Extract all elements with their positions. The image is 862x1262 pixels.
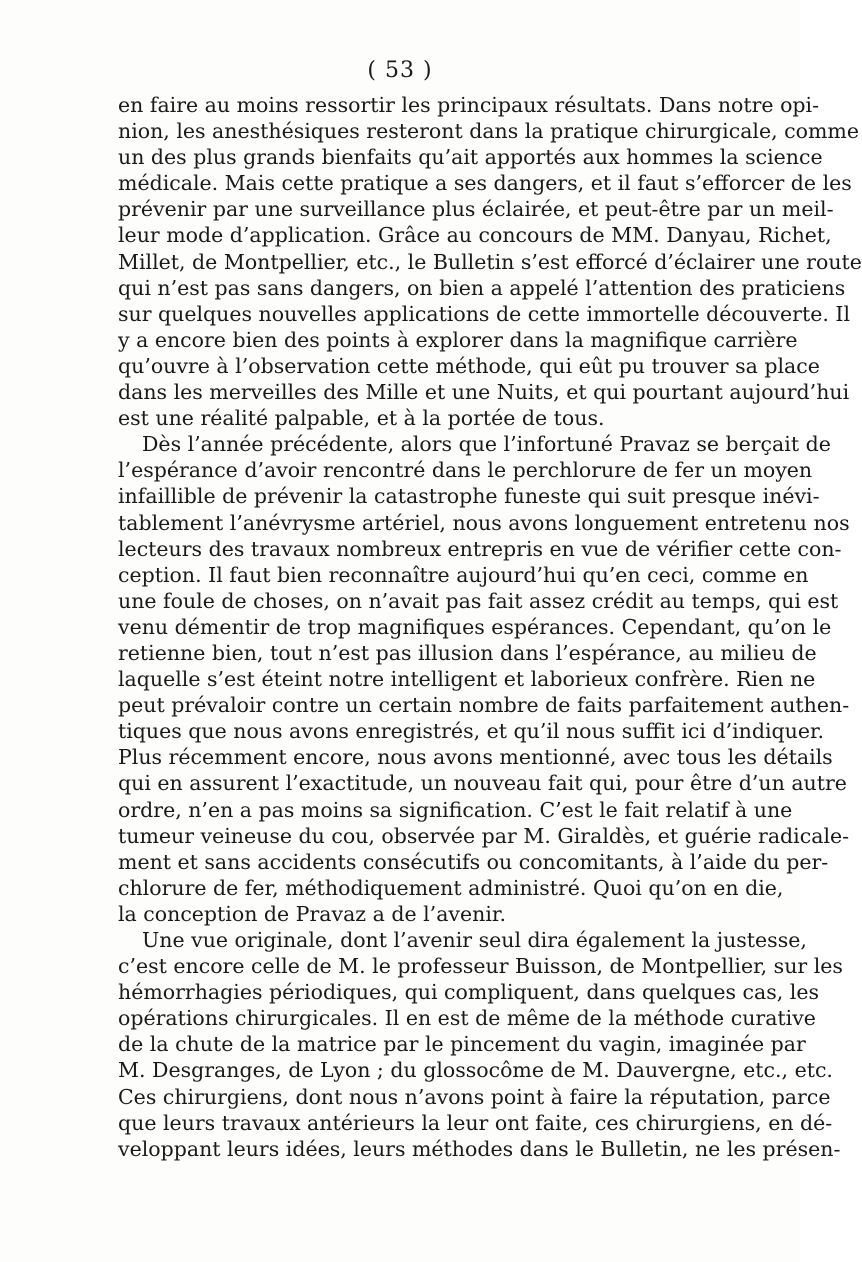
text-line: retienne bien, tout n’est pas illusion dans l’espérance, au milieu de <box>118 640 817 665</box>
text-line: prévenir par une surveillance plus éclairée, et peut-être par un meil- <box>118 197 834 222</box>
body-text <box>118 92 862 1162</box>
text-line: Une vue originale, dont l’avenir seul dira également la justesse, <box>142 928 807 952</box>
text-line: veloppant leurs idées, leurs méthodes dans le Bulletin, ne les présen- <box>118 1136 841 1161</box>
text-line: médicale. Mais cette pratique a ses dangers, et il faut s’efforcer de les <box>118 171 852 196</box>
text-line: tiques que nous avons enregistrés, et qu’il nous suffit ici d’indiquer. <box>118 719 825 744</box>
paragraph <box>118 431 850 927</box>
text-line: opérations chirurgicales. Il en est de même de la méthode curative <box>118 1006 816 1031</box>
text-line: la conception de Pravaz a de l’avenir. <box>118 901 506 926</box>
text-line: qui en assurent l’exactitude, un nouveau fait qui, pour être d’un autre <box>118 771 847 796</box>
text-line: dans les merveilles des Mille et une Nuits, et qui pourtant aujourd’hui <box>118 380 850 405</box>
text-line: qui n’est pas sans dangers, on bien a appelé l’attention des praticiens <box>118 275 846 300</box>
text-line: y a encore bien des points à explorer dans la magnifique carrière <box>118 327 798 352</box>
text-line: Ces chirurgiens, dont nous n’avons point à faire la réputation, parce <box>118 1084 831 1109</box>
text-line: ment et sans accidents consécutifs ou concomitants, à l’aide du per- <box>118 849 829 874</box>
text-line: sur quelques nouvelles applications de cette immortelle découverte. Il <box>118 301 851 326</box>
text-line: leur mode d’application. Grâce au concours de MM. Danyau, Richet, <box>118 223 832 248</box>
text-line: lecteurs des travaux nombreux entrepris en vue de vérifier cette con- <box>118 536 842 561</box>
paragraph <box>118 927 843 1162</box>
text-line: infaillible de prévenir la catastrophe funeste qui suit presque inévi- <box>118 484 820 509</box>
text-line: nion, les anesthésiques resteront dans la pratique chirurgicale, comme <box>118 119 859 144</box>
text-line: un des plus grands bienfaits qu’ait apportés aux hommes la science <box>118 145 823 170</box>
text-line: Millet, de Montpellier, etc., le Bulletin s’est efforcé d’éclairer une route <box>118 249 862 274</box>
text-line: laquelle s’est éteint notre intelligent et laborieux confrère. Rien ne <box>118 667 816 692</box>
paragraph <box>118 92 862 431</box>
text-line: Plus récemment encore, nous avons mentionné, avec tous les détails <box>118 745 833 770</box>
text-line: c’est encore celle de M. le professeur Buisson, de Montpellier, sur les <box>118 954 843 979</box>
text-line: est une réalité palpable, et à la portée de tous. <box>118 406 605 431</box>
page-number: ( 53 ) <box>367 58 433 83</box>
text-line: ception. Il faut bien reconnaître aujourd’hui qu’en ceci, comme en <box>118 562 809 587</box>
text-line: hémorrhagies périodiques, qui compliquent, dans quelques cas, les <box>118 980 820 1005</box>
text-line: tablement l’anévrysme artériel, nous avons longuement entretenu nos <box>118 510 850 535</box>
text-line: que leurs travaux antérieurs la leur ont faite, ces chirurgiens, en dé- <box>118 1110 833 1135</box>
text-line: M. Desgranges, de Lyon ; du glossocôme de M. Dauvergne, etc., etc. <box>118 1058 833 1083</box>
text-line: peut prévaloir contre un certain nombre de faits parfaitement authen- <box>118 693 850 718</box>
text-line: chlorure de fer, méthodiquement administré. Quoi qu’on en die, <box>118 875 784 900</box>
text-line: qu’ouvre à l’observation cette méthode, qui eût pu trouver sa place <box>118 353 820 378</box>
text-line: tumeur veineuse du cou, observée par M. Giraldès, et guérie radicale- <box>118 823 850 848</box>
text-line: venu démentir de trop magnifiques espérances. Cependant, qu’on le <box>118 614 832 639</box>
text-line: ordre, n’en a pas moins sa signification. C’est le fait relatif à une <box>118 797 793 822</box>
text-line: de la chute de la matrice par le pincement du vagin, imaginée par <box>118 1032 806 1057</box>
text-line: l’espérance d’avoir rencontré dans le perchlorure de fer un moyen <box>118 458 813 483</box>
text-line: Dès l’année précédente, alors que l’infortuné Pravaz se berçait de <box>142 432 831 457</box>
text-line: une foule de choses, on n’avait pas fait assez crédit au temps, qui est <box>118 588 839 613</box>
text-line: en faire au moins ressortir les principaux résultats. Dans notre opi- <box>118 93 820 117</box>
